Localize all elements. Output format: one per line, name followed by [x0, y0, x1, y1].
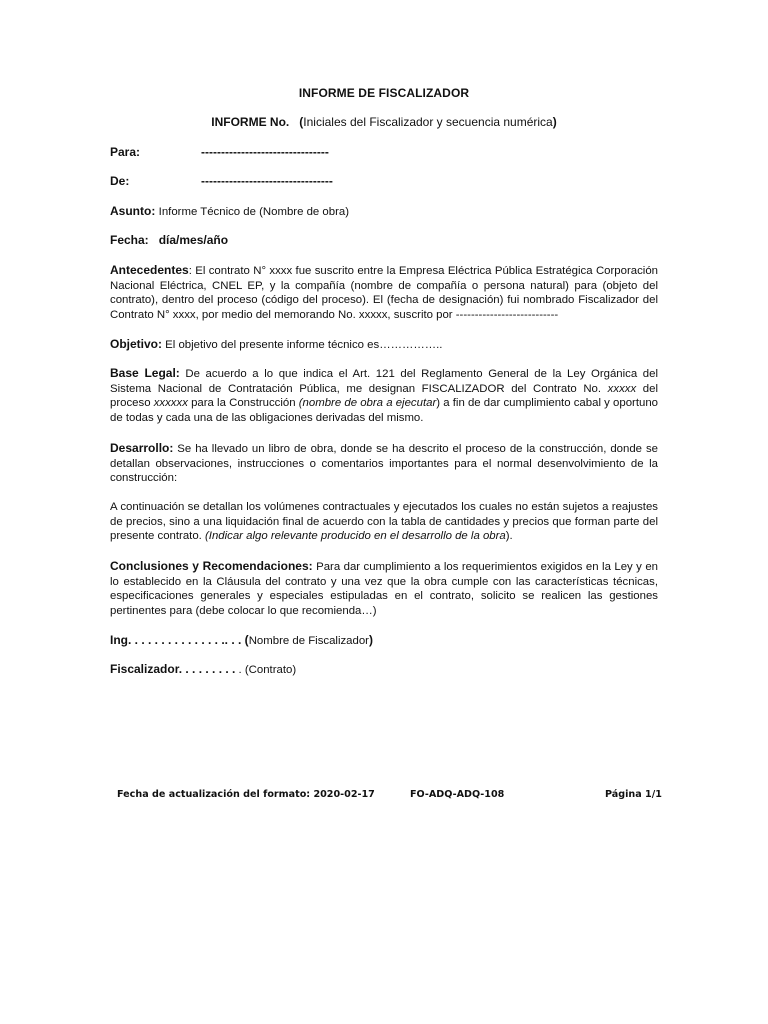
fiscalizador-value: . (Contrato): [235, 664, 297, 676]
conclusiones-paragraph: [110, 559, 658, 618]
asunto-field: [110, 204, 349, 218]
report-number-close-paren: ): [552, 115, 557, 129]
base-legal-work-name: (nombre de obra a ejecutar: [298, 397, 437, 410]
base-legal-contract-number: xxxxx: [607, 382, 637, 395]
conclusiones-label: Conclusiones y Recomendaciones:: [110, 559, 313, 573]
de-field: [110, 174, 333, 188]
para-field: [110, 145, 329, 159]
objetivo-paragraph: [110, 337, 658, 353]
base-legal-paragraph: [110, 366, 658, 425]
desarrollo-paragraph: [110, 441, 658, 486]
report-number-line: [0, 115, 768, 129]
fiscalizador-label: Fiscalizador. . . . . . . . .: [110, 662, 236, 676]
continuacion-italic: (Indicar algo relevante producido en el desarrollo de la obra: [204, 530, 506, 543]
report-number-value: Iniciales del Fiscalizador y secuencia numérica: [303, 115, 553, 129]
continuacion-text: A continuación se detallan los volúmenes contractuales y ejecutados los cuales no están sujetos a reajustes de precios, sino a una liquidación final de acuerdo con la tabla de cantidades y precios que forman parte del presente contrato.: [110, 501, 658, 543]
conclusiones-text: Para dar cumplimiento a los requerimientos exigidos en la Ley y en lo establecido en la Cláusula del contrato y una vez que la obra cumple con las características técnicas, especificaciones generales y especiales estipuladas en el contrato, solicito se realicen las gestiones pertinentes para (debe colocar lo que recomienda…): [110, 561, 658, 617]
de-value: ---------------------------------: [201, 174, 333, 188]
antecedentes-text: : El contrato N° xxxx fue suscrito entre la Empresa Eléctrica Pública Estratégica Corporación Nacional Eléctrica, CNEL EP, y la compañía (nombre de compañía o persona natural) para (objeto del contrato), dentro del proceso (código del proceso). El (fecha de designación) fui nombrado Fiscalizador del Contrato N° xxxx, por medio del memorando No. xxxxx, suscrito por ---------------------------: [110, 265, 658, 321]
base-legal-label: Base Legal:: [110, 366, 180, 380]
para-value: --------------------------------: [201, 145, 329, 159]
document-title: INFORME DE FISCALIZADOR: [298, 86, 470, 100]
report-number-open-paren: (: [299, 115, 304, 129]
ing-signature-line: [110, 633, 373, 647]
report-number-label: INFORME No.: [211, 115, 290, 129]
fecha-field: [110, 233, 228, 247]
ing-label: Ing. . . . . . . . . . . . . . .. . . (: [110, 633, 249, 647]
objetivo-label: Objetivo:: [110, 337, 163, 351]
para-label: Para:: [110, 145, 141, 159]
desarrollo-text: Se ha llevado un libro de obra, donde se ha descrito el proceso de la construcción, donde se detallan observaciones, instrucciones o comentarios importantes para el normal desenvolvimiento de la construcción:: [110, 443, 658, 485]
desarrollo-label: Desarrollo:: [110, 441, 174, 455]
continuacion-end: ).: [505, 530, 513, 543]
base-legal-text-4: ) a fin de dar cumplimiento cabal y oportuno de todas y cada una de las obligaciones derivadas del mismo.: [110, 397, 658, 424]
antecedentes-label: Antecedentes: [110, 263, 189, 277]
footer-format-date: Fecha de actualización del formato: 2020-02-17: [117, 789, 375, 800]
continuacion-paragraph: [110, 500, 658, 544]
base-legal-text-2: del proceso: [110, 382, 658, 410]
ing-value: Nombre de Fiscalizador: [248, 635, 369, 647]
footer-page-number: Página 1/1: [605, 789, 662, 800]
base-legal-text-3: para la Construcción: [187, 397, 299, 410]
fiscalizador-signature-line: [110, 662, 296, 676]
fecha-label: Fecha:: [110, 233, 149, 247]
asunto-value: Informe Técnico de (Nombre de obra): [158, 206, 350, 218]
antecedentes-paragraph: [110, 263, 658, 322]
base-legal-process-code: xxxxxx: [153, 397, 188, 410]
footer-document-code: FO-ADQ-ADQ-108: [410, 789, 505, 800]
ing-close: ): [368, 633, 373, 647]
asunto-label: Asunto:: [110, 204, 156, 218]
base-legal-text-1: De acuerdo a lo que indica el Art. 121 del Reglamento General de la Ley Orgánica del Sistema Nacional de Contratación Pública, me designan FISCALIZADOR del Contrato No.: [110, 368, 659, 395]
objetivo-text: El objetivo del presente informe técnico es……………..: [162, 339, 443, 351]
fecha-value: día/mes/año: [158, 233, 229, 247]
de-label: De:: [110, 174, 130, 188]
